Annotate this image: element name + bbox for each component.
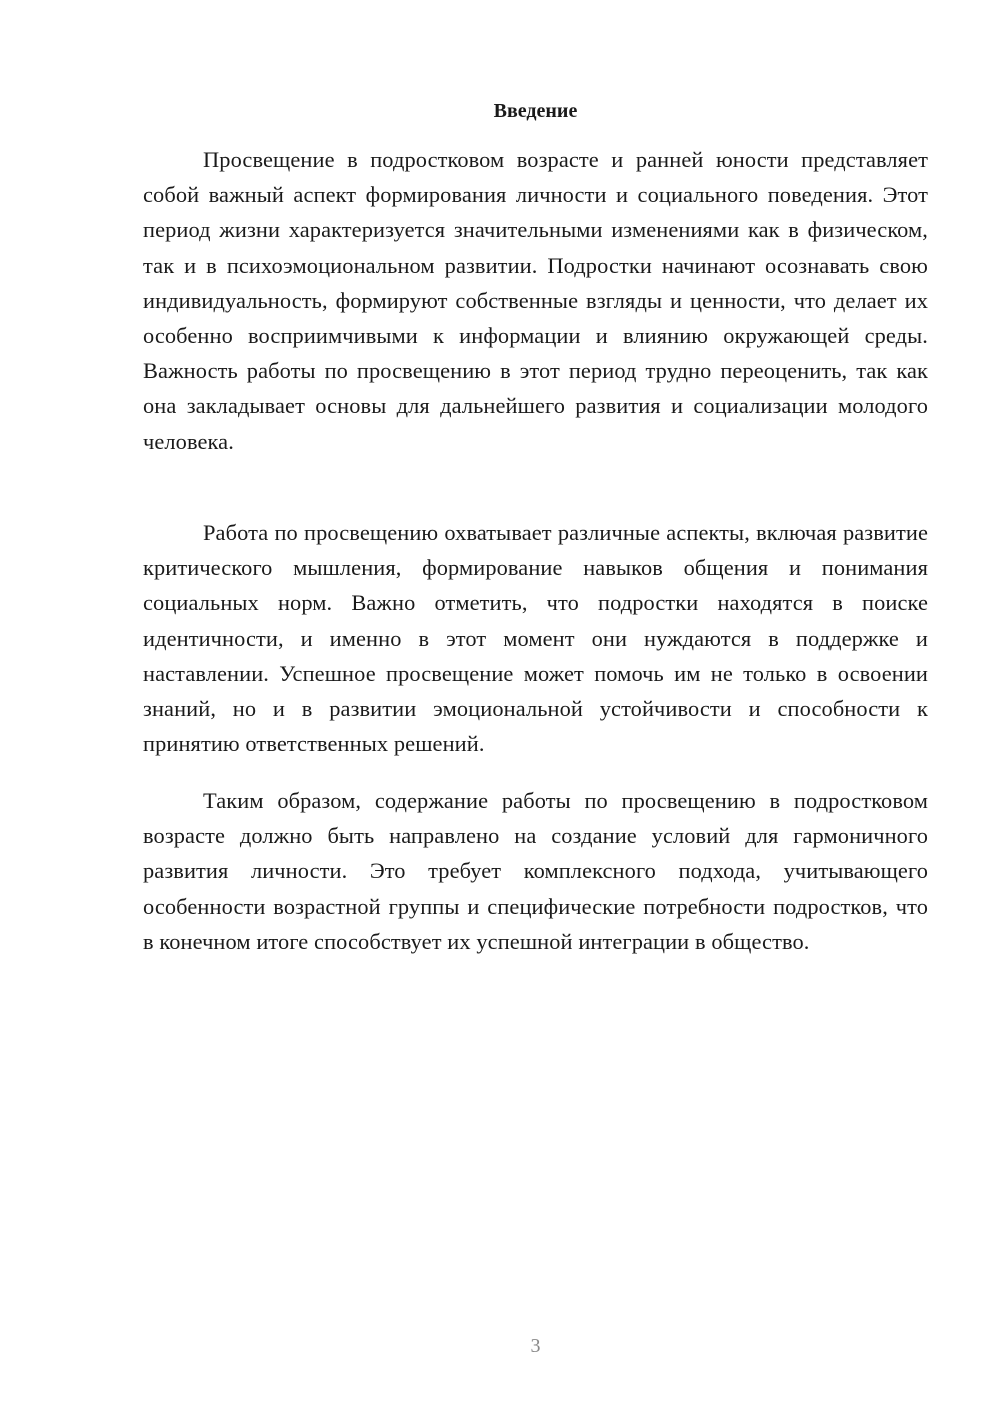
document-page [143, 0, 928, 1414]
page-number: 3 [530, 1335, 541, 1357]
paragraph-3: Таким образом, содержание работы по просвещению в подростковом возрасте должно быть направлено на создание условий для гармоничного развития личности. Это требует комплексного подхода, учитывающего особенности возрастной группы и специфические потребности подростков, что в конечном итоге способствует их успешной интеграции в общество. [143, 788, 928, 954]
paragraph-1: Просвещение в подростковом возрасте и ранней юности представляет собой важный аспект формирования личности и социального поведения. Этот период жизни характеризуется значительными изменениями как в физическом, так и в психоэмоциональном развитии. Подростки начинают осознавать свою индивидуальность, формируют собственные взгляды и ценности, что делает их особенно восприимчивыми к информации и влиянию окружающей среды. Важность работы по просвещению в этот период трудно переоценить, так как она закладывает основы для дальнейшего развития и социализации молодого человека. [143, 147, 928, 454]
paragraph-2: Работа по просвещению охватывает различные аспекты, включая развитие критического мышления, формирование навыков общения и понимания социальных норм. Важно отметить, что подростки находятся в поиске идентичности, и именно в этот момент они нуждаются в поддержке и наставлении. Успешное просвещение может помочь им не только в освоении знаний, но и в развитии эмоциональной устойчивости и способности к принятию ответственных решений. [143, 520, 928, 757]
section-heading: Введение [493, 100, 578, 122]
